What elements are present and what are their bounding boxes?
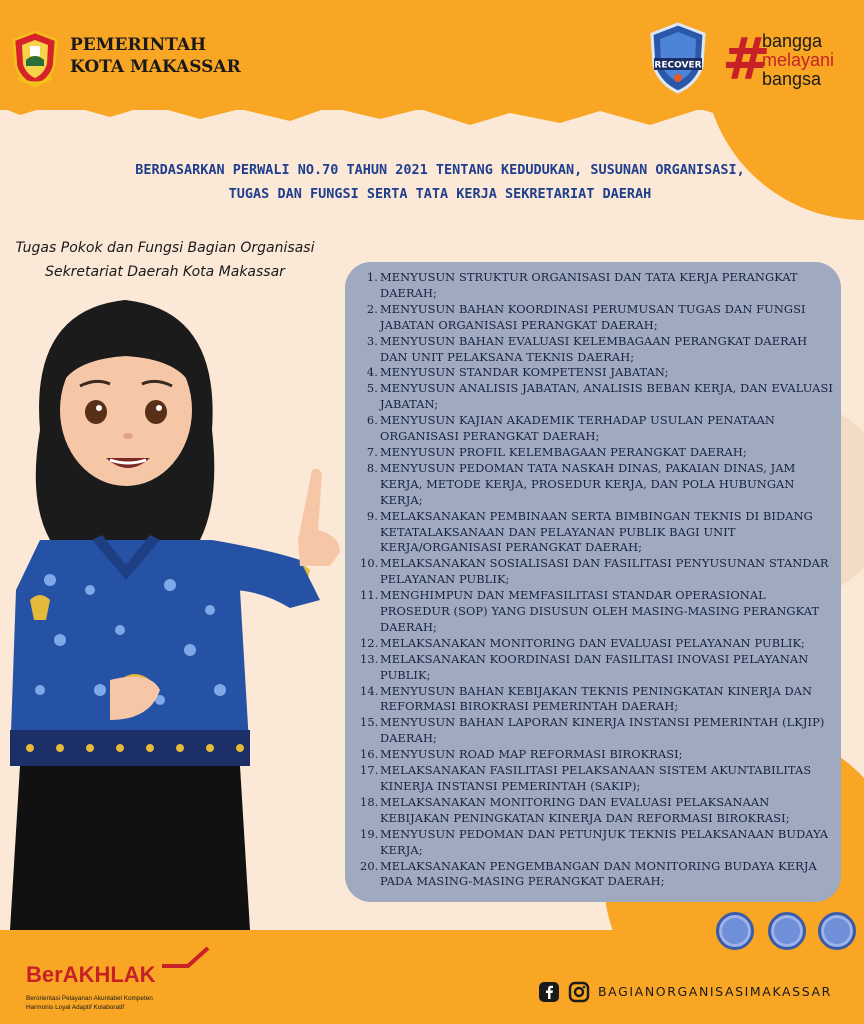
decorative-dot: [716, 912, 754, 950]
duty-number: 8.: [366, 460, 378, 475]
duty-number: 7.: [366, 444, 378, 459]
duty-text: MENYUSUN BAHAN EVALUASI KELEMBAGAAN PERANGKAT DAERAH DAN UNIT PELAKSANA TEKNIS DAERAH;: [380, 333, 808, 364]
duty-item: [360, 636, 835, 652]
duty-number: 12.: [360, 635, 379, 650]
duty-text: MELAKSANAKAN PENGEMBANGAN DAN MONITORING BUDAYA KERJA PADA MASING-MASING PERANGKAT DAERAH;: [380, 858, 817, 889]
duty-item: [360, 381, 835, 413]
duty-item: [360, 684, 835, 716]
duty-text: MENYUSUN PEDOMAN DAN PETUNJUK TEKNIS PELAKSANAAN BUDAYA KERJA;: [380, 826, 829, 857]
duty-text: MENYUSUN PEDOMAN TATA NASKAH DINAS, PAKAIAN DINAS, JAM KERJA, METODE KERJA, PROSEDUR KERJA, DAN POLA HUBUNGAN KERJA;: [380, 460, 796, 507]
duty-item: [360, 461, 835, 509]
instagram-icon[interactable]: [568, 981, 590, 1003]
duty-number: 19.: [360, 826, 379, 841]
duty-number: 5.: [366, 381, 378, 396]
duty-item: [360, 556, 835, 588]
berakhlak-values-line-1: Berorientasi Pelayanan Akuntabel Kompeten: [26, 995, 153, 1002]
berakhlak-values-line-2: Harmonis Loyal Adaptif Kolaboratif: [26, 1004, 125, 1011]
hashtag-word-2: melayani: [762, 50, 835, 70]
duty-text: MENGHIMPUN DAN MEMFASILITASI STANDAR OPERASIONAL PROSEDUR (SOP) YANG DISUSUN OLEH MASING-MASING PERANGKAT DAERAH;: [380, 588, 820, 634]
duty-text: MENYUSUN STRUKTUR ORGANISASI DAN TATA KERJA PERANGKAT DAERAH;: [380, 270, 798, 300]
duty-number: 1.: [366, 270, 378, 284]
duty-item: [360, 413, 835, 445]
duty-text: MENYUSUN STANDAR KOMPETENSI JABATAN;: [380, 365, 669, 380]
hash-icon: #: [722, 25, 771, 93]
badge-label: RECOVER: [654, 60, 702, 71]
duty-number: 16.: [360, 747, 379, 762]
duty-text: MENYUSUN BAHAN KOORDINASI PERUMUSAN TUGAS DAN FUNGSI JABATAN ORGANISASI PERANGKAT DAERAH;: [380, 301, 806, 332]
duty-number: 11.: [360, 588, 379, 603]
duty-item: [360, 270, 835, 302]
duty-item: [360, 859, 835, 891]
duty-number: 13.: [360, 651, 379, 666]
duty-number: 9.: [366, 508, 378, 523]
duty-text: MELAKSANAKAN MONITORING DAN EVALUASI PELAKSANAAN KEBIJAKAN PENINGKATAN KINERJA DAN REFORMASI BIROKRASI;: [380, 794, 790, 825]
duty-text: MENYUSUN KAJIAN AKADEMIK TERHADAP USULAN PENATAAN ORGANISASI PERANGKAT DAERAH;: [380, 413, 775, 444]
duty-number: 3.: [366, 333, 378, 348]
duty-number: 6.: [366, 413, 378, 428]
duty-item: [360, 747, 835, 763]
duty-text: MELAKSANAKAN FASILITASI PELAKSANAAN SISTEM AKUNTABILITAS KINERJA INSTANSI PEMERINTAH (SAKIP);: [380, 763, 812, 793]
duty-text: MELAKSANAKAN MONITORING DAN EVALUASI PELAYANAN PUBLIK;: [380, 635, 805, 650]
duty-text: MELAKSANAKAN PEMBINAAN SERTA BIMBINGAN TEKNIS DI BIDANG KETATALAKSANAAN DAN PELAYANAN PUBLIK BAGI UNIT KERJA/ORGANISASI PERANGKAT DAERAH;: [380, 508, 813, 555]
berakhlak-logo: BerAKHLAK: [26, 962, 156, 987]
hashtag-word-3: bangsa: [762, 69, 822, 89]
duty-number: 20.: [360, 858, 379, 873]
duty-text: MENYUSUN BAHAN KEBIJAKAN TEKNIS PENINGKATAN KINERJA DAN REFORMASI BIROKRASI PEMERINTAH DAERAH;: [380, 683, 813, 714]
duty-item: [360, 509, 835, 557]
headline-line-2: TUGAS DAN FUNGSI SERTA TATA KERJA SEKRETARIAT DAERAH: [228, 186, 652, 202]
duty-number: 4.: [366, 365, 378, 380]
duty-number: 15.: [360, 715, 379, 730]
social-handle[interactable]: BAGIANORGANISASIMAKASSAR: [598, 984, 832, 999]
duty-item: [360, 652, 835, 684]
duties-subtitle: [10, 236, 320, 284]
gov-line-2: KOTA MAKASSAR: [70, 57, 241, 77]
gov-line-1: PEMERINTAH: [70, 35, 207, 55]
duty-item: [360, 715, 835, 747]
duty-item: [360, 827, 835, 859]
duty-text: MELAKSANAKAN KOORDINASI DAN FASILITASI INOVASI PELAYANAN PUBLIK;: [380, 651, 809, 682]
government-name: [70, 34, 241, 78]
makassar-emblem-icon: [10, 30, 60, 88]
duty-item: [360, 334, 835, 366]
facebook-icon[interactable]: [538, 981, 560, 1003]
decorative-dot: [768, 912, 806, 950]
berakhlak-values: [26, 994, 246, 1012]
hashtag-word-1: bangga: [762, 31, 823, 51]
duty-number: 10.: [360, 556, 379, 571]
subtitle-line-1: Tugas Pokok dan Fungsi Bagian Organisasi: [15, 240, 315, 256]
makassar-recover-badge: [648, 22, 708, 94]
duty-text: MENYUSUN ROAD MAP REFORMASI BIROKRASI;: [380, 747, 683, 762]
duty-text: MELAKSANAKAN SOSIALISASI DAN FASILITASI PENYUSUNAN STANDAR PELAYANAN PUBLIK;: [380, 556, 829, 587]
duty-item: [360, 795, 835, 827]
duty-text: MENYUSUN PROFIL KELEMBAGAAN PERANGKAT DAERAH;: [380, 444, 747, 459]
duty-item: [360, 588, 835, 636]
duty-item: [360, 763, 835, 795]
duty-item: [360, 302, 835, 334]
duty-number: 14.: [360, 683, 379, 698]
subtitle-line-2: Sekretariat Daerah Kota Makassar: [45, 264, 285, 280]
hashtag-bangga-melayani-bangsa: [722, 25, 852, 93]
woman-illustration: [0, 290, 350, 930]
headline-line-1: BERDASARKAN PERWALI NO.70 TAHUN 2021 TENTANG KEDUDUKAN, SUSUNAN ORGANISASI,: [135, 162, 745, 178]
duty-number: 18.: [360, 794, 379, 809]
berakhlak-check-icon: [160, 946, 210, 970]
duty-text: MENYUSUN BAHAN LAPORAN KINERJA INSTANSI PEMERINTAH (LKJIP) DAERAH;: [380, 715, 825, 746]
regulation-headline: [100, 158, 780, 206]
duties-list: [360, 270, 835, 890]
duty-number: 17.: [360, 763, 379, 778]
decorative-dot: [818, 912, 856, 950]
duty-text: MENYUSUN ANALISIS JABATAN, ANALISIS BEBAN KERJA, DAN EVALUASI JABATAN;: [380, 381, 833, 412]
duty-number: 2.: [366, 301, 378, 316]
duty-item: [360, 445, 835, 461]
duty-item: [360, 365, 835, 381]
